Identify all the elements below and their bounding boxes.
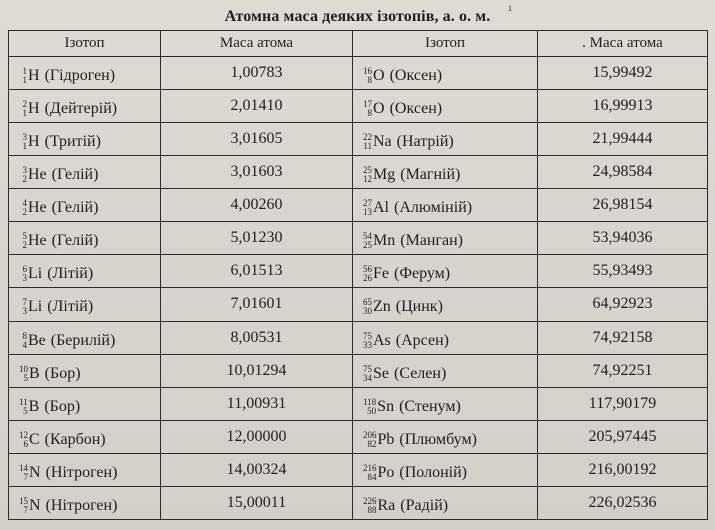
element-name: (Натрій) (396, 133, 454, 151)
atomic-number: 84 (367, 471, 377, 482)
mass-number: 75 (363, 330, 372, 341)
isotope-notation (363, 265, 450, 283)
atom-mass-cell: 226,02536 (538, 486, 708, 519)
element-symbol: Be (28, 331, 46, 349)
isotope-cell (9, 486, 161, 519)
nuclide-indices (19, 265, 27, 283)
atom-mass-cell: 10,01294 (161, 354, 353, 387)
isotope-notation (363, 464, 467, 482)
atom-mass-cell: 117,90179 (538, 387, 708, 420)
nuclide-indices (363, 232, 372, 250)
element-symbol: H (28, 100, 40, 118)
isotope-cell (353, 420, 538, 453)
atom-mass-cell: 64,92923 (538, 288, 708, 321)
atomic-number: 5 (23, 405, 28, 416)
isotope-cell (9, 387, 161, 420)
element-name: (Бор) (44, 397, 81, 415)
element-name: (Гелій) (51, 232, 99, 250)
table-row (9, 420, 708, 453)
atomic-number: 2 (22, 240, 27, 251)
element-name: (Ферум) (394, 265, 451, 283)
isotope-cell (353, 123, 538, 156)
isotope-notation (19, 332, 115, 350)
isotope-cell (9, 189, 161, 222)
atomic-number: 11 (363, 141, 372, 152)
isotope-notation (19, 166, 98, 184)
element-name: (Літій) (47, 298, 94, 316)
isotope-cell (353, 222, 538, 255)
element-symbol: Fe (373, 265, 389, 283)
mass-number: 12 (19, 429, 28, 440)
table-row (9, 288, 708, 321)
element-symbol: He (28, 166, 47, 184)
element-name: (Бор) (44, 364, 81, 382)
table-row (9, 222, 708, 255)
mass-number: 216 (363, 462, 377, 473)
element-symbol: B (29, 364, 40, 382)
table-row (9, 90, 708, 123)
nuclide-indices (363, 298, 372, 316)
element-name: (Селен) (394, 364, 447, 382)
atomic-number: 8 (367, 108, 372, 119)
table-row (9, 123, 708, 156)
element-symbol: O (373, 67, 385, 85)
atomic-number: 3 (22, 306, 27, 317)
isotope-cell (9, 57, 161, 90)
atomic-number: 50 (367, 405, 377, 416)
element-symbol: H (28, 133, 40, 151)
element-symbol: Na (373, 133, 392, 151)
table-row (9, 156, 708, 189)
isotope-notation (19, 265, 93, 283)
atom-mass-cell: 74,92251 (538, 354, 708, 387)
atomic-number: 2 (22, 174, 27, 185)
atom-mass-cell: 24,98584 (538, 156, 708, 189)
element-symbol: Mn (373, 232, 396, 250)
atomic-number: 26 (363, 273, 372, 284)
isotope-notation (19, 497, 117, 515)
nuclide-indices (19, 431, 28, 449)
element-symbol: Mg (373, 166, 396, 184)
isotope-cell (353, 387, 538, 420)
table-row (9, 354, 708, 387)
mass-number: 226 (363, 495, 377, 506)
nuclide-indices (363, 332, 372, 350)
mass-number: 15 (19, 495, 28, 506)
isotope-cell (353, 90, 538, 123)
element-symbol: As (373, 331, 391, 349)
atom-mass-cell: 14,00324 (161, 453, 353, 486)
atom-mass-cell: 53,94036 (538, 222, 708, 255)
isotope-cell (9, 420, 161, 453)
isotope-notation (363, 100, 442, 118)
nuclide-indices (19, 232, 27, 250)
table-row (9, 255, 708, 288)
atom-mass-cell: 12,00000 (161, 420, 353, 453)
element-symbol: Al (373, 199, 389, 217)
nuclide-indices (363, 133, 372, 151)
isotope-cell (9, 255, 161, 288)
mass-number: 22 (363, 132, 372, 143)
atomic-number: 34 (363, 372, 372, 383)
atomic-number: 5 (23, 372, 28, 383)
nuclide-indices (363, 497, 377, 515)
element-symbol: N (29, 496, 41, 514)
mass-number: 6 (22, 264, 27, 275)
table-row (9, 453, 708, 486)
element-name: (Магній) (400, 166, 461, 184)
element-symbol: Pb (377, 430, 395, 448)
element-symbol: Zn (373, 298, 391, 316)
nuclide-indices (19, 398, 28, 416)
atomic-number: 30 (363, 306, 372, 317)
nuclide-indices (363, 398, 376, 416)
mass-number: 7 (22, 297, 27, 308)
isotope-notation (363, 365, 446, 383)
nuclide-indices (363, 265, 372, 283)
atomic-number: 3 (22, 273, 27, 284)
element-name: (Радій) (400, 496, 449, 514)
element-name: (Плюмбум) (399, 430, 477, 448)
element-symbol: H (28, 67, 40, 85)
atom-mass-cell: 15,99492 (538, 57, 708, 90)
nuclide-indices (363, 100, 372, 118)
nuclide-indices (19, 100, 27, 118)
isotope-notation (363, 199, 472, 217)
element-name: (Оксен) (389, 100, 443, 118)
mass-number: 3 (22, 132, 27, 143)
atom-mass-cell: 3,01603 (161, 156, 353, 189)
isotope-notation (363, 166, 460, 184)
mass-number: 25 (363, 165, 372, 176)
atomic-number: 7 (23, 504, 28, 515)
element-name: (Алюміній) (394, 199, 473, 217)
mass-number: 16 (363, 66, 372, 77)
isotope-cell (9, 453, 161, 486)
mass-number: 3 (22, 165, 27, 176)
element-symbol: Sn (377, 397, 395, 415)
atom-mass-cell: 74,92158 (538, 321, 708, 354)
isotope-notation (363, 67, 442, 85)
atom-mass-cell: 3,01605 (161, 123, 353, 156)
nuclide-indices (363, 464, 377, 482)
element-name: (Берилій) (50, 331, 116, 349)
isotope-cell (353, 255, 538, 288)
table-body (9, 57, 708, 520)
atomic-number: 6 (23, 438, 28, 449)
element-symbol: O (373, 100, 385, 118)
nuclide-indices (363, 166, 372, 184)
atom-mass-cell: 1,00783 (161, 57, 353, 90)
atom-mass-cell: 2,01410 (161, 90, 353, 123)
header-atom-mass-2: . Маса атома (538, 31, 708, 57)
mass-number: 2 (22, 99, 27, 110)
atomic-number: 25 (363, 240, 372, 251)
element-name: (Нітроген) (45, 496, 118, 514)
isotope-cell (9, 156, 161, 189)
nuclide-indices (19, 298, 27, 316)
table-row (9, 57, 708, 90)
mass-number: 14 (19, 462, 28, 473)
atom-mass-cell: 4,00260 (161, 189, 353, 222)
atom-mass-cell: 15,00011 (161, 486, 353, 519)
element-name: (Цинк) (395, 298, 443, 316)
nuclide-indices (19, 166, 27, 184)
element-name: (Арсен) (395, 331, 449, 349)
element-name: (Стенум) (399, 397, 461, 415)
element-name: (Полоній) (399, 463, 467, 481)
element-name: (Тритій) (44, 133, 101, 151)
mass-number: 17 (363, 99, 372, 110)
isotope-cell (353, 486, 538, 519)
table-row (9, 189, 708, 222)
element-name: (Дейтерій) (44, 100, 118, 118)
isotope-notation (19, 398, 80, 416)
nuclide-indices (19, 133, 27, 151)
atomic-number: 1 (22, 75, 27, 86)
element-symbol: He (28, 199, 47, 217)
isotope-notation (363, 298, 443, 316)
mass-number: 4 (22, 198, 27, 209)
isotope-notation (19, 431, 106, 449)
header-isotope: Ізотоп (9, 31, 161, 57)
mass-number: 118 (363, 396, 377, 407)
mass-number: 54 (363, 231, 372, 242)
element-symbol: Li (28, 265, 43, 283)
element-symbol: N (29, 463, 41, 481)
element-name: (Гідроген) (44, 67, 116, 85)
isotope-notation (363, 497, 448, 515)
atomic-number: 2 (22, 207, 27, 218)
element-symbol: Se (373, 364, 389, 382)
nuclide-indices (19, 365, 28, 383)
table-title: Атомна маса деяких ізотопів, а. о. м. (224, 8, 491, 25)
atomic-number: 88 (367, 504, 377, 515)
isotope-notation (363, 398, 461, 416)
mass-number: 75 (363, 363, 372, 374)
atomic-number: 1 (22, 141, 27, 152)
nuclide-indices (19, 464, 28, 482)
nuclide-indices (363, 431, 377, 449)
element-name: (Оксен) (389, 67, 443, 85)
nuclide-indices (363, 365, 372, 383)
atom-mass-cell: 21,99444 (538, 123, 708, 156)
isotope-notation (19, 464, 117, 482)
atomic-number: 7 (23, 471, 28, 482)
header-atom-mass: Маса атома (161, 31, 353, 57)
atom-mass-cell: 11,00931 (161, 387, 353, 420)
element-name: (Гелій) (51, 166, 99, 184)
mass-number: 27 (363, 198, 372, 209)
element-name: (Літій) (47, 265, 94, 283)
element-symbol: Li (28, 298, 43, 316)
isotope-notation (19, 232, 98, 250)
element-name: (Гелій) (51, 199, 99, 217)
nuclide-indices (19, 497, 28, 515)
atom-mass-cell: 205,97445 (538, 420, 708, 453)
isotope-cell (353, 57, 538, 90)
isotope-mass-table (8, 30, 708, 520)
table-row (9, 321, 708, 354)
isotope-notation (19, 365, 81, 383)
atomic-number: 33 (363, 339, 372, 350)
isotope-notation (19, 133, 101, 151)
isotope-cell (353, 453, 538, 486)
element-symbol: B (28, 397, 40, 415)
atom-mass-cell: 216,00192 (538, 453, 708, 486)
mass-number: 65 (363, 297, 372, 308)
table-header-row (9, 31, 708, 57)
nuclide-indices (19, 67, 27, 85)
element-symbol: He (28, 232, 47, 250)
isotope-cell (9, 222, 161, 255)
atom-mass-cell: 7,01601 (161, 288, 353, 321)
isotope-cell (9, 123, 161, 156)
mass-number: 56 (363, 264, 372, 275)
atomic-number: 4 (22, 339, 27, 350)
isotope-cell (353, 156, 538, 189)
table-row (9, 486, 708, 519)
atom-mass-cell: 5,01230 (161, 222, 353, 255)
element-name: (Манган) (400, 232, 464, 250)
element-name: (Карбон) (44, 430, 106, 448)
mass-number: 1 (22, 66, 27, 77)
mass-number: 206 (363, 429, 377, 440)
isotope-notation (19, 67, 115, 85)
atomic-number: 1 (22, 108, 27, 119)
atom-mass-cell: 6,01513 (161, 255, 353, 288)
nuclide-indices (363, 199, 372, 217)
table-row (9, 387, 708, 420)
isotope-cell (353, 354, 538, 387)
atom-mass-cell: 55,93493 (538, 255, 708, 288)
nuclide-indices (19, 199, 27, 217)
mass-number: 11 (19, 396, 28, 407)
isotope-notation (19, 100, 117, 118)
title-footnote-mark: 1 (508, 4, 512, 13)
isotope-cell (9, 321, 161, 354)
header-isotope-2: Ізотоп (353, 31, 538, 57)
atom-mass-cell: 16,99913 (538, 90, 708, 123)
isotope-cell (9, 288, 161, 321)
mass-number: 5 (22, 231, 27, 242)
atomic-number: 13 (363, 207, 372, 218)
isotope-cell (353, 288, 538, 321)
atom-mass-cell: 26,98154 (538, 189, 708, 222)
isotope-notation (363, 431, 477, 449)
isotope-notation (19, 199, 98, 217)
isotope-cell (353, 321, 538, 354)
isotope-notation (363, 133, 454, 151)
element-name: (Нітроген) (45, 463, 118, 481)
nuclide-indices (363, 67, 372, 85)
isotope-notation (363, 332, 449, 350)
element-symbol: Po (377, 463, 395, 481)
mass-number: 8 (22, 330, 27, 341)
isotope-notation (19, 298, 93, 316)
isotope-notation (363, 232, 463, 250)
isotope-cell (9, 90, 161, 123)
nuclide-indices (19, 332, 27, 350)
isotope-cell (9, 354, 161, 387)
atomic-number: 12 (363, 174, 372, 185)
mass-number: 10 (19, 363, 28, 374)
element-symbol: C (29, 430, 40, 448)
element-symbol: Ra (377, 496, 396, 514)
isotope-cell (353, 189, 538, 222)
atomic-number: 8 (367, 75, 372, 86)
atomic-number: 82 (367, 438, 377, 449)
atom-mass-cell: 8,00531 (161, 321, 353, 354)
